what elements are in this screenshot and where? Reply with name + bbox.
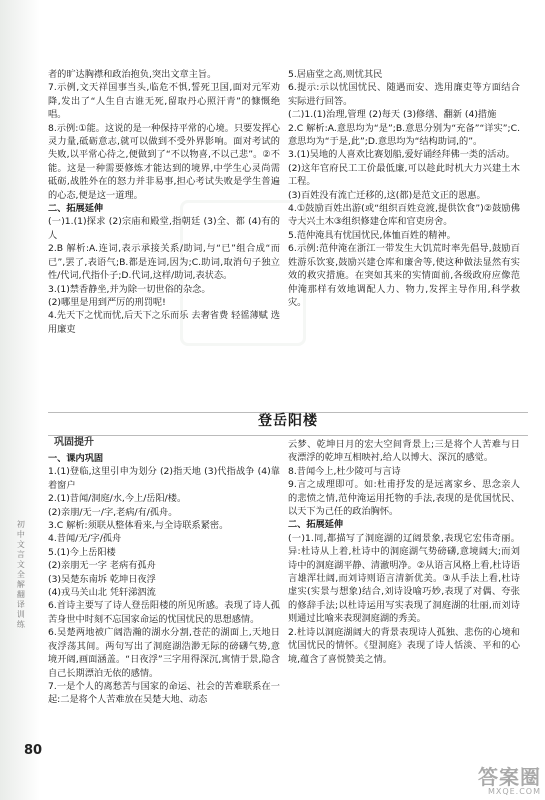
- right-top-column: [288, 68, 520, 309]
- paragraph: 5.(1)今上岳阳楼: [48, 546, 116, 558]
- paragraph: 者的旷达胸襟和政治抱负,突出文章主旨。: [48, 69, 217, 80]
- paragraph: (2)亲朋/无一/字,老病/有/孤舟。: [48, 506, 178, 518]
- lesson-title: 登岳阳楼: [258, 413, 318, 429]
- paragraph: 4.先天下之忧而忧,后天下之乐而乐 去奢省费 轻徭薄赋 选用廉吏: [48, 310, 280, 335]
- paragraph: (3)吴楚东南坼 乾坤日夜浮: [48, 573, 156, 585]
- paragraph: 1.(1)登临,这里引申为划分 (2)指天地 (3)代指战争 (4)靠着窗户: [48, 466, 280, 491]
- paragraph: (3)百姓没有流亡迁移的,这(都)是范文正的恩惠。: [288, 189, 486, 201]
- paragraph: (2)亲朋无一字 老病有孤舟: [48, 560, 156, 572]
- paragraph: (一)1.(1)探求 (2)宗庙和殿堂,指朝廷 (3)全、都 (4)有的人: [48, 216, 280, 241]
- paragraph: 2.(1)昔闻/洞庭/水,今上/岳阳/楼。: [48, 493, 187, 505]
- paragraph: 6.首诗主要写了诗人登岳阳楼的所见所感。表现了诗人孤苦身世中时刻不忘国家命运的忧国忧民的思想感情。: [48, 600, 280, 625]
- right-bottom-column: [288, 438, 520, 666]
- paragraph: 5.居庙堂之高,则忧其民: [288, 69, 383, 80]
- lesson-title-band: [48, 412, 528, 436]
- sidebar-decoration: [0, 0, 43, 800]
- paragraph: 8.昔闻今上,杜少陵可与言诗: [288, 465, 401, 477]
- paragraph: 2.杜诗以洞庭湖阔大的背景表现诗人孤独、悲伤的心境和忧国忧民的情怀。《望洞庭》表现了诗人恬淡、平和的心境,蕴含了喜悦赞美之情。: [288, 626, 520, 665]
- section-label: 巩固提升: [54, 437, 94, 448]
- left-top-column: [48, 68, 280, 336]
- page-number: 80: [24, 743, 43, 758]
- paragraph: 3.C 解析:须联从整体看来,与全诗联系紧密。: [48, 520, 229, 532]
- paragraph: 3.(1)吴地的人喜欢比赛划船,爱好诵经拜佛一类的活动。: [288, 149, 515, 161]
- watermark-logo: 答案圈: [478, 765, 541, 790]
- paragraph: 6.吴楚两地被广阔浩瀚的湖水分割,苍茫的湖面上,天地日夜浮荡其间。两句写出了洞庭湖浩渺无际的磅礴气势,意境开阔,画面涵盖。“日夜浮”三字用得深沉,寓情于景,隐含自己长期漂泊无依的感情。: [48, 627, 280, 679]
- paragraph: (一)1.同,都描写了洞庭湖的辽阔景象,表现它宏伟奇丽。异:杜诗从上着,杜诗中的洞庭湖气势磅礴,意境阔大;而刘诗中的洞庭湖平静、清澈明净。②从语言风格上看,杜诗语言雄浑壮阔,而刘诗则语言清新优美。③从手法上看,杜诗虚实(实景与想象)结合,刘诗设喻巧妙,表现了对偶、夸张的修辞手法;以杜诗运用写实表现了洞庭湖的壮丽,而刘诗则通过比喻来表现洞庭湖的秀美。: [288, 532, 520, 625]
- watermark-url: MXQE.COM: [487, 786, 541, 796]
- paragraph: 7.示例,文天祥国事当头,临危不惧,誓死卫国,面对元军劝降,发出了“人生自古谁无死,留取丹心照汗青”的慷慨绝唱。: [48, 82, 280, 121]
- paragraph: 3.(1)禁香静坐,并为除一切世俗的杂念。: [48, 283, 211, 295]
- paragraph: 2.B 解析:A.连词,表示承接关系/助词,与“已”组合成“而已”,罢了,表语气;B.都是连词,因为;C.助词,取消句子独立性/代词,代指仆子;D.代词,这样/助词,表状态。: [48, 243, 280, 282]
- paragraph: 6.示例:范仲淹在浙江一带发生大饥荒时率先倡导,鼓励百姓游乐饮宴,鼓励兴建仓库和廉舍等,使这种做法显然有实效的救灾措施。在突如其来的实情面前,各级政府应像范仲淹那样有效地调配人力、物力,发挥主导作用,科学救灾。: [288, 243, 520, 308]
- paragraph: 二、拓展延伸: [288, 519, 344, 531]
- left-bottom-column: [48, 452, 280, 707]
- paragraph: 4.①鼓励百姓出游(或“组织百姓竞渡,提供饮食”)②鼓励佛寺大兴土木③组织修建仓库和官吏房舍。: [288, 203, 520, 228]
- paragraph: 一、课内巩固: [48, 453, 104, 464]
- paragraph: (2)这年官府民工工价最低廉,可以趁此时机大力兴建土木工程。: [288, 162, 520, 188]
- paragraph: 4.昔闻/无/字/孤舟: [48, 533, 122, 545]
- paragraph: 二、拓展延伸: [48, 203, 104, 215]
- paragraph: (二)1.(1)治理,管理 (2)每天 (3)修缮、翻新 (4)措施: [288, 109, 497, 121]
- paragraph: (2)哪里是用到严厉的刑罚呢!: [48, 296, 166, 308]
- paragraph: (4)戎马关山北 凭轩涕泗流: [48, 587, 156, 599]
- paragraph: 2.C 解析:A.意思均为“是”;B.意思分别为“充备”“详实”;C.意思均为“于是,此”;D.意思均为“结构助词,的”。: [288, 122, 520, 148]
- paragraph: 云梦、乾坤日月的宏大空间背景上;三是将个人苦难与日夜漂浮的乾坤互相映衬,给人以博大、深沉的感觉。: [288, 439, 520, 464]
- paragraph: 9.言之成理即可。如:杜甫抒发的是远离家乡、思念亲人的悲愤之情,范仲淹运用托物的手法,表现的是优国忧民、以天下为己任的政治胸怀。: [288, 479, 520, 518]
- paragraph: 8.示例:①能。这说的是一种保持平常的心境。只要发挥心灵力量,砥砺意志,就可以做到不受外界影响。面对考试的失败,以平常心待之,便做到了“不以物喜,不以己悲”。②不能。这是一种需要修炼才能达到的境界,中学生心灵尚需砥砺,战胜外在的怒力并非易事,担心考试失败是学生普遍的心态,便是这一道理。: [48, 122, 280, 201]
- paragraph: 6.提示:示以忧国忧民、随遇而安、选用廉吏等方面结合实际进行回答。: [288, 82, 520, 107]
- paragraph: 5.范仲淹具有忧国忧民,体恤百姓的精神。: [288, 229, 456, 241]
- site-watermark: [478, 765, 541, 798]
- side-caption: 初中文言文全解翻译训练: [16, 520, 26, 630]
- paragraph: 7.一是个人的离愁苦与国家的命运、社会的苦难联系在一起:二是将个人苦难放在吴楚大地、动态: [48, 680, 280, 706]
